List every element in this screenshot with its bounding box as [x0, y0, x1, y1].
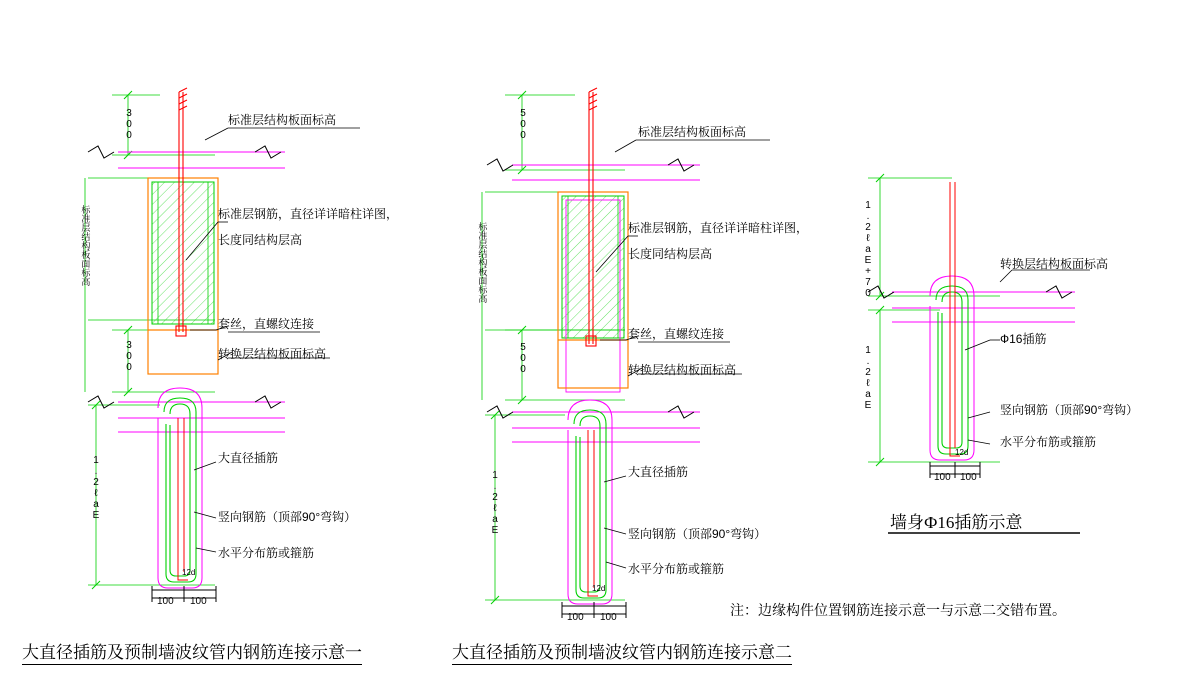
label-d2-1: 标准层钢筋，直径详详暗柱详图，	[628, 221, 809, 235]
footnote: 注：边缘构件位置钢筋连接示意一与示意二交错布置。	[730, 604, 1066, 619]
label-d1-floor-vertical: 标准层结构板面标高	[80, 205, 91, 286]
label-d3-2: 竖向钢筋（顶部90°弯钩）	[1000, 403, 1139, 417]
label-d1-6: 竖向钢筋（顶部90°弯钩）	[218, 510, 357, 524]
dim-d1-anchor: 1.2ℓaE	[90, 455, 102, 521]
dim-d3-base-left: 100	[934, 472, 951, 483]
dim-d3-upper: 1.2ℓaE+70	[862, 200, 874, 299]
detail-1-title: 大直径插筋及预制墙波纹管内钢筋连接示意一	[22, 638, 362, 663]
dim-d1-base-right: 100	[190, 596, 207, 607]
label-d2-0: 标准层结构板面标高	[638, 125, 747, 139]
label-d2-7: 水平分布筋或箍筋	[628, 562, 725, 576]
label-d1-2: 长度同结构层高	[218, 233, 303, 247]
label-d2-5: 大直径插筋	[628, 465, 689, 479]
dim-d2-anchor: 1.2ℓaE	[489, 470, 501, 536]
dim-d2-hook: 12d	[592, 584, 606, 593]
label-d2-floor-vertical: 标准层结构板面标高	[477, 222, 488, 303]
label-d2-6: 竖向钢筋（顶部90°弯钩）	[628, 527, 767, 541]
dim-d2-mid: 500	[517, 342, 529, 375]
dim-d1-hook: 12d	[182, 568, 196, 577]
detail-3-title: 墙身Ф16插筋示意	[890, 513, 1023, 532]
dim-d2-base-right: 100	[600, 612, 617, 623]
dim-d1-base-left: 100	[157, 596, 174, 607]
label-d1-5: 大直径插筋	[218, 451, 279, 465]
label-d1-7: 水平分布筋或箍筋	[218, 546, 315, 560]
label-d1-3: 套丝，直螺纹连接	[218, 317, 315, 331]
label-d2-2: 长度同结构层高	[628, 247, 713, 261]
label-d1-4: 转换层结构板面标高	[218, 347, 327, 361]
dim-d3-lower: 1.2ℓaE	[862, 345, 874, 411]
detail-2-title: 大直径插筋及预制墙波纹管内钢筋连接示意二	[452, 638, 792, 663]
label-d3-3: 水平分布筋或箍筋	[1000, 435, 1097, 449]
dim-d1-top: 300	[123, 108, 135, 141]
dim-d1-mid: 300	[123, 340, 135, 373]
dim-d2-top: 500	[517, 108, 529, 141]
label-d3-0: 转换层结构板面标高	[1000, 257, 1109, 271]
label-d1-1: 标准层钢筋，直径详详暗柱详图，	[218, 207, 399, 221]
dim-d3-base-right: 100	[960, 472, 977, 483]
dim-d2-base-left: 100	[567, 612, 584, 623]
label-d3-1: Ф16插筋	[1000, 332, 1047, 346]
label-d2-3: 套丝，直螺纹连接	[628, 327, 725, 341]
dim-d3-hook: 12d	[955, 448, 969, 457]
label-d1-0: 标准层结构板面标高	[228, 113, 337, 127]
detail-3-geometry	[868, 174, 1090, 478]
label-d2-4: 转换层结构板面标高	[628, 363, 737, 377]
